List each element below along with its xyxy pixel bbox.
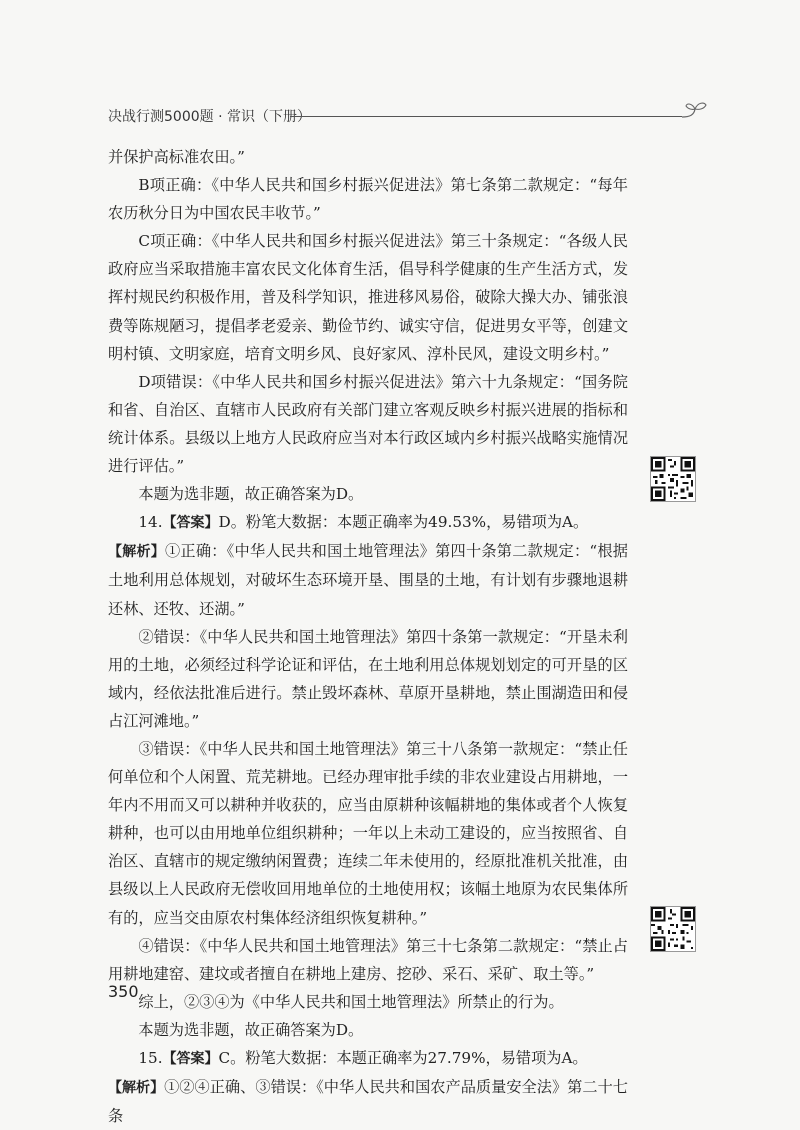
question-number: 14. — [138, 513, 163, 532]
qr-code-icon[interactable] — [650, 906, 696, 952]
q14-analysis — [108, 537, 628, 622]
analysis-label: 【解析】 — [108, 544, 165, 561]
analysis-text: ①正确：《中华人民共和国土地管理法》第四十条第二款规定：“根据土地利用总体规划，对破坏生态环境开垦、围垦的土地，有计划有步骤地退耕还林、还牧、还湖。” — [108, 542, 628, 618]
paragraph: D项错误：《中华人民共和国乡村振兴促进法》第六十九条规定：“国务院和省、自治区、直辖市人民政府有关部门建立客观反映乡村振兴进展的指标和统计体系。县级以上地方人民政府应当对本行政区域内乡村振兴战略实施情况进行评估。” — [108, 372, 628, 476]
answer-text: C。粉笔大数据：本题正确率为27.79%，易错项为A。 — [218, 1049, 588, 1067]
paragraph: ④错误：《中华人民共和国土地管理法》第三十七条第二款规定：“禁止占用耕地建窑、建坟或者擅自在耕地上建房、挖砂、采石、采矿、取土等。” — [108, 936, 628, 983]
answer-label: 【答案】 — [162, 515, 219, 532]
page-body — [108, 143, 628, 1130]
paragraph: C项正确：《中华人民共和国乡村振兴促进法》第三十条规定：“各级人民政府应当采取措施丰富农民文化体育生活，倡导科学健康的生产生活方式，发挥村规民约积极作用，普及科学知识，推进移风易俗，破除大操大办、铺张浪费等陈规陋习，提倡孝老爱亲、勤俭节约、诚实守信，促进男女平等，创建文明村镇、文明家庭，培育文明乡风、良好家风、淳朴民风，建设文明乡村。” — [108, 232, 628, 363]
q15-analysis — [108, 1073, 628, 1130]
page-number: 350 — [108, 982, 139, 1001]
paragraph: 并保护高标准农田。” — [108, 148, 245, 166]
q15-answer — [108, 1044, 628, 1073]
q14-answer — [108, 508, 628, 537]
paragraph: ②错误：《中华人民共和国土地管理法》第四十条第一款规定：“开垦未利用的土地，必须经过科学论证和评估，在土地利用总体规划划定的可开垦的区域内，经依法批准后进行。禁止毁坏森林、草原开垦耕地，禁止围湖造田和侵占江河滩地。” — [108, 627, 628, 730]
paragraph: ③错误：《中华人民共和国土地管理法》第三十八条第一款规定：“禁止任何单位和个人闲置、荒芜耕地。已经办理审批手续的非农业建设占用耕地，一年内不用而又可以耕种并收获的，应当由原耕种该幅耕地的集体或者个人恢复耕种，也可以由用地单位组织耕种；一年以上未动工建设的，应当按照省、自治区、直辖市的规定缴纳闲置费；连续二年未使用的，经原批准机关批准，由县级以上人民政府无偿收回用地单位的土地使用权；该幅土地原为农民集体所有的，应当交由原农村集体经济组织恢复耕种。” — [108, 739, 628, 927]
question-number: 15. — [138, 1049, 163, 1067]
header-rule — [290, 116, 682, 117]
sprout-icon — [680, 100, 710, 122]
book-title: 决战行测5000题 · 常识（下册） — [108, 109, 311, 125]
answer-label: 【答案】 — [162, 1051, 219, 1067]
qr-code-icon[interactable] — [650, 456, 696, 502]
running-header — [108, 100, 708, 130]
analysis-text: ①②④正确、③错误：《中华人民共和国农产品质量安全法》第二十七条 — [108, 1078, 628, 1126]
answer-text: D。粉笔大数据：本题正确率为49.53%，易错项为A。 — [218, 513, 589, 532]
paragraph: B项正确：《中华人民共和国乡村振兴促进法》第七条第二款规定：“每年农历秋分日为中国农民丰收节。” — [108, 176, 628, 223]
paragraph: 本题为选非题，故正确答案为D。 — [138, 485, 364, 504]
paragraph: 本题为选非题，故正确答案为D。 — [138, 1020, 364, 1039]
paragraph: 综上，②③④为《中华人民共和国土地管理法》所禁止的行为。 — [138, 992, 564, 1011]
analysis-label: 【解析】 — [108, 1080, 165, 1097]
